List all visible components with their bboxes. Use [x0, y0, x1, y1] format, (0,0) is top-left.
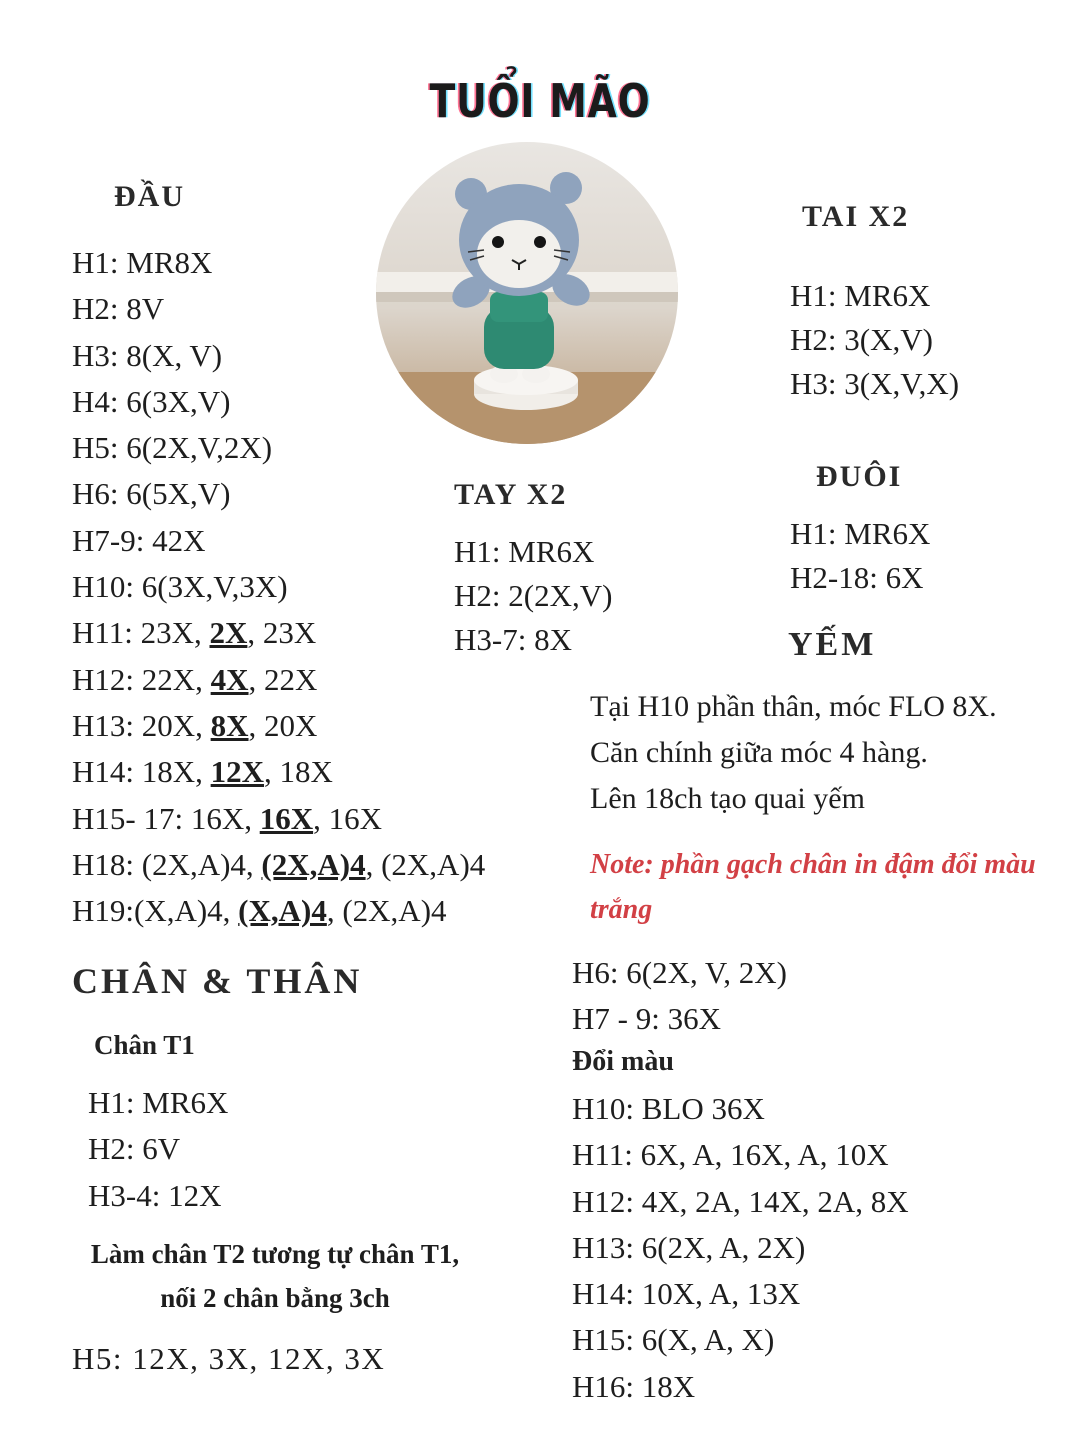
dau-row — [72, 564, 485, 610]
white-color-segment: 4X — [210, 661, 249, 697]
tay-row: H1: MR6X — [454, 534, 595, 569]
yem-line: Căn chính giữa móc 4 hàng. — [590, 736, 928, 769]
row-text: H10: 6(3X,V,3X) — [72, 569, 288, 605]
row-text: H13: 20X, — [72, 707, 211, 743]
tai-row: H1: MR6X — [790, 278, 931, 313]
chan-t1-rows — [88, 1080, 228, 1219]
row-text: H6: 6(5X,V) — [72, 476, 231, 512]
white-color-segment: 12X — [210, 754, 265, 790]
dau-row — [72, 379, 485, 425]
yem-instructions — [590, 684, 997, 822]
row-text: H19:(X,A)4, — [72, 893, 239, 929]
body-rows-b — [572, 1086, 909, 1410]
row-text: H15- 17: 16X, — [72, 800, 260, 836]
body-row: H15: 6(X, A, X) — [572, 1322, 775, 1358]
h5-row: H5: 12X, 3X, 12X, 3X — [72, 1341, 386, 1376]
row-text: , (2X,A)4 — [365, 846, 486, 882]
dau-row — [72, 796, 485, 842]
white-color-segment: 16X — [259, 800, 314, 836]
dau-row — [72, 425, 485, 471]
white-color-segment: 2X — [209, 615, 248, 651]
tay-row: H2: 2(2X,V) — [454, 578, 613, 613]
body-rows-a — [572, 950, 787, 1043]
chan-row: H3-4: 12X — [88, 1177, 222, 1213]
row-text: , 16X — [313, 800, 382, 836]
white-color-segment: (2X,A)4 — [261, 846, 366, 882]
instruction-line: nối 2 chân bằng 3ch — [160, 1283, 390, 1313]
dau-row — [72, 657, 485, 703]
body-row: H10: BLO 36X — [572, 1091, 765, 1126]
dau-row — [72, 842, 485, 888]
row-text: H3: 8(X, V) — [72, 337, 223, 373]
row-text: H12: 22X, — [72, 661, 211, 697]
duoi-row: H1: MR6X — [790, 516, 931, 551]
subheading-doi-mau: Đổi màu — [572, 1046, 674, 1077]
section-heading-chan-than: CHÂN & THÂN — [72, 961, 363, 1001]
dau-row — [72, 471, 485, 517]
yem-line: Lên 18ch tạo quai yếm — [590, 782, 865, 815]
tay-rows — [454, 530, 612, 662]
dau-row — [72, 286, 485, 332]
tay-row: H3-7: 8X — [454, 622, 572, 657]
row-text: H11: 23X, — [72, 615, 210, 651]
dau-row — [72, 749, 485, 795]
body-row: H12: 4X, 2A, 14X, 2A, 8X — [572, 1183, 909, 1219]
section-heading-duoi: ĐUÔI — [816, 460, 903, 493]
page-title: TUỔI MÃO — [429, 74, 651, 128]
section-heading-tay: TAY X2 — [454, 478, 568, 511]
dau-row — [72, 610, 485, 656]
row-text: H4: 6(3X,V) — [72, 383, 231, 419]
duoi-rows — [790, 512, 930, 600]
chan-t2-instruction — [40, 1232, 510, 1320]
body-row: H11: 6X, A, 16X, A, 10X — [572, 1137, 889, 1173]
row-text: H18: (2X,A)4, — [72, 846, 262, 882]
body-row: H7 - 9: 36X — [572, 1001, 721, 1037]
row-text: , 22X — [248, 661, 318, 697]
duoi-row: H2-18: 6X — [790, 560, 924, 595]
white-color-segment: (X,A)4 — [238, 893, 327, 929]
body-row: H16: 18X — [572, 1368, 696, 1404]
dau-rows — [72, 240, 485, 934]
dau-row — [72, 240, 485, 286]
instruction-line: Làm chân T2 tương tự chân T1, — [90, 1239, 460, 1269]
dau-row — [72, 333, 485, 379]
row-text: , (2X,A)4 — [326, 893, 447, 929]
subheading-chan-t1: Chân T1 — [94, 1030, 195, 1060]
body-row: H6: 6(2X, V, 2X) — [572, 955, 788, 990]
body-row: H14: 10X, A, 13X — [572, 1276, 801, 1312]
row-text: , 18X — [264, 754, 333, 790]
section-heading-tai: TAI X2 — [802, 200, 910, 233]
dau-row — [72, 703, 485, 749]
row-text: H2: 8V — [72, 291, 165, 327]
dau-row — [72, 518, 485, 564]
body-row: H13: 6(2X, A, 2X) — [572, 1229, 806, 1265]
tai-rows — [790, 274, 959, 406]
tai-row: H3: 3(X,V,X) — [790, 366, 960, 401]
row-text: H14: 18X, — [72, 754, 211, 790]
dau-row — [72, 888, 485, 934]
tai-row: H2: 3(X,V) — [790, 322, 933, 357]
row-text: H1: MR8X — [72, 245, 213, 280]
chan-row: H2: 6V — [88, 1131, 181, 1167]
row-text: H7-9: 42X — [72, 522, 206, 558]
white-color-segment: 8X — [210, 707, 249, 743]
note-text: Note: phần gạch chân in đậm đổi màu trắng — [590, 849, 1036, 925]
section-heading-dau: ĐẦU — [114, 180, 185, 213]
row-text: , 23X — [247, 615, 317, 651]
yem-line: Tại H10 phần thân, móc FLO 8X. — [590, 690, 997, 723]
row-text: , 20X — [248, 707, 318, 743]
section-heading-yem: YẾM — [788, 626, 877, 663]
chan-row: H1: MR6X — [88, 1085, 229, 1120]
row-text: H5: 6(2X,V,2X) — [72, 430, 273, 466]
